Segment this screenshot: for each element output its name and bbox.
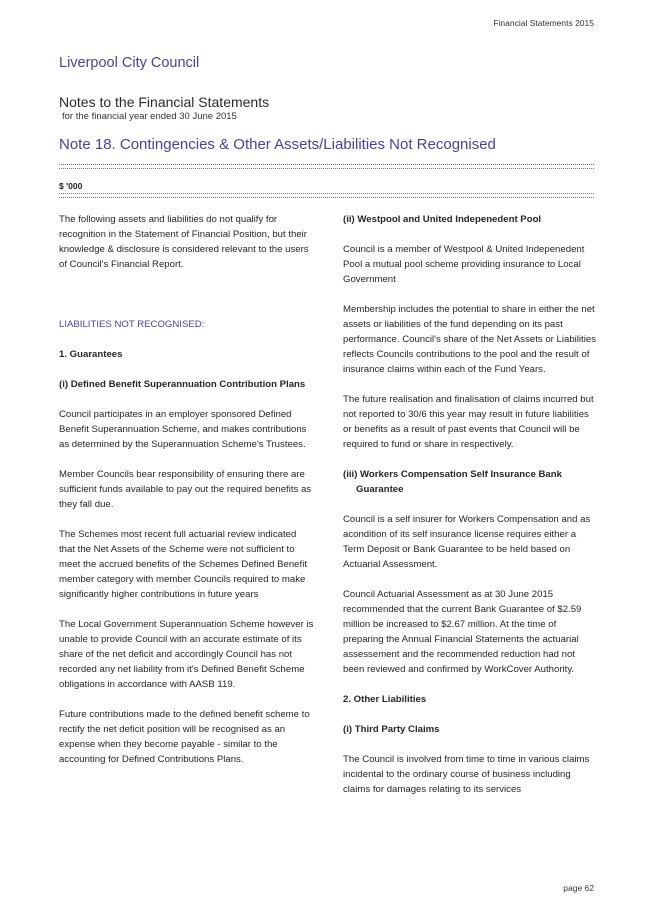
divider <box>59 164 594 165</box>
paragraph: Council participates in an employer sponsored Defined Benefit Superannuation Scheme, and makes contributions as determined by the Superannuation Scheme's Trustees. <box>59 409 307 450</box>
divider <box>59 168 594 169</box>
paragraph: The Local Government Superannuation Scheme however is unable to provide Council with an accurate estimate of its share of the net deficit and accordingly Council has not recorded any net liability from it's Defined Benefit Scheme obligations in accordance with AASB 119. <box>59 619 314 690</box>
paragraph: Council is a self insurer for Workers Compensation and as acondition of its self insurance license requires either a Term Deposit or Bank Guarantee to be held based on Actuarial Assessment. <box>343 514 591 570</box>
heading-guarantees: 1. Guarantees <box>59 349 123 360</box>
heading-westpool: (ii) Westpool and United Indepenedent Pool <box>343 214 542 225</box>
council-name: Liverpool City Council <box>59 55 200 71</box>
left-column <box>59 212 314 782</box>
heading-workers-comp: (iii) Workers Compensation Self Insurance Bank Guarantee <box>343 469 562 495</box>
unit-label: $ '000 <box>59 181 83 191</box>
paragraph: Membership includes the potential to share in either the net assets or liabilities of the fund depending on its past performance. Council's share of the Net Assets or Liabilities reflects Councils contributions to the pool and the result of insurance claims within each of the Fund Years. <box>343 304 596 375</box>
note-title: Note 18. Contingencies & Other Assets/Liabilities Not Recognised <box>59 136 496 153</box>
heading-defined-benefit: (i) Defined Benefit Superannuation Contribution Plans <box>59 379 306 390</box>
section-heading: LIABILITIES NOT RECOGNISED: <box>59 319 205 330</box>
heading-other-liabilities: 2. Other Liabilities <box>343 694 427 705</box>
paragraph: Council Actuarial Assessment as at 30 June 2015 recommended that the current Bank Guarantee of $2.59 million be increased to $2.67 million. At the time of preparing the Annual Financial Statements the actuarial assessement and the recommended reduction had not been reviewed and confirmed by WorkCover Authority. <box>343 589 582 675</box>
right-column <box>343 212 598 812</box>
paragraph: Council is a member of Westpool & United Indepenedent Pool a mutual pool scheme providing insurance to Local Government <box>343 244 585 285</box>
paragraph: Member Councils bear responsibility of ensuring there are sufficient funds available to pay out the required benefits as they fall due. <box>59 469 312 510</box>
notes-subtitle: for the financial year ended 30 June 2015 <box>62 111 237 122</box>
paragraph: The Schemes most recent full actuarial review indicated that the Net Assets of the Scheme were not sufficient to meet the accrued benefits of the Schemes Defined Benefit member category with member Councils required to make significantly higher contributions in future years <box>59 529 307 600</box>
divider <box>59 197 594 198</box>
running-title: Financial Statements 2015 <box>493 18 594 28</box>
paragraph: Future contributions made to the defined benefit scheme to rectify the net deficit position will be recognised as an expense when they become payable - similar to the accounting for Defined Contributions Plans. <box>59 709 310 765</box>
paragraph: The future realisation and finalisation of claims incurred but not reported to 30/6 this year may result in future liabilities or benefits as a result of past events that Council will be required to fund or share in respectively. <box>343 394 594 450</box>
page-number: page 62 <box>563 883 594 893</box>
heading-third-party-claims: (i) Third Party Claims <box>343 724 440 735</box>
paragraph: The Council is involved from time to time in various claims incidental to the ordinary course of business including claims for damages relating to its services <box>343 754 590 795</box>
notes-title: Notes to the Financial Statements <box>59 94 270 110</box>
divider <box>59 193 594 194</box>
intro-paragraph: The following assets and liabilities do not qualify for recognition in the Statement of Financial Position, but their knowledge & disclosure is considered relevant to the users of Council's Financial Report. <box>59 214 309 270</box>
